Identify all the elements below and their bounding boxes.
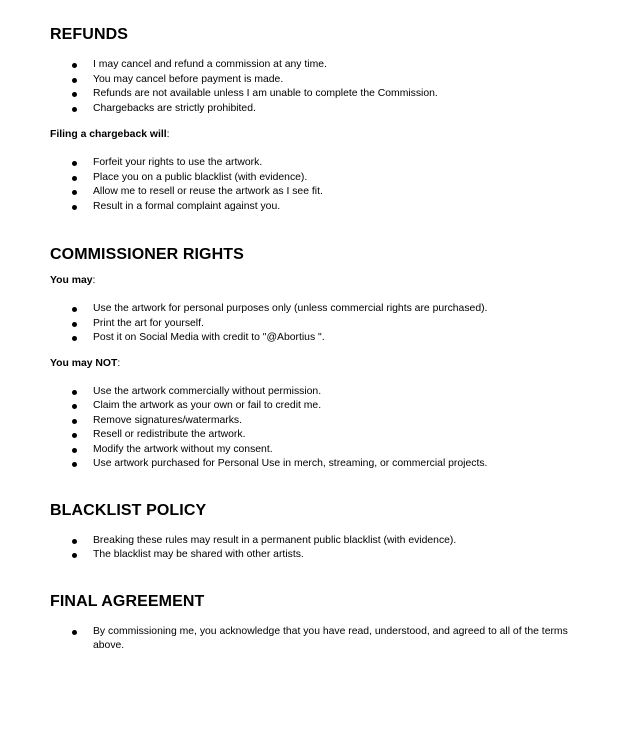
may-not-list [50, 385, 610, 472]
list-item: By commissioning me, you acknowledge that you have read, understood, and agreed to all of the terms above. [50, 625, 610, 654]
list-item: Resell or redistribute the artwork. [50, 428, 610, 443]
chargeback-label-colon: : [166, 129, 170, 140]
may-label-text: You may [50, 275, 93, 286]
list-item: You may cancel before payment is made. [50, 73, 610, 88]
list-item: Use artwork purchased for Personal Use in merch, streaming, or commercial projects. [50, 457, 610, 472]
list-item: The blacklist may be shared with other artists. [50, 548, 610, 563]
refunds-heading: REFUNDS [50, 26, 129, 43]
list-item: Forfeit your rights to use the artwork. [50, 156, 610, 171]
may-not-label-colon: : [117, 357, 121, 369]
chargeback-label [50, 128, 610, 142]
blacklist-heading: BLACKLIST POLICY [50, 501, 207, 519]
refunds-list [50, 58, 610, 116]
may-list [50, 302, 610, 346]
may-not-label-text: You may NOT [50, 357, 118, 369]
list-item: Refunds are not available unless I am unable to complete the Commission. [50, 87, 610, 102]
list-item: Claim the artwork as your own or fail to credit me. [50, 399, 610, 414]
list-item: Breaking these rules may result in a permanent public blacklist (with evidence). [50, 534, 610, 549]
chargeback-label-text: Filing a chargeback will [50, 129, 167, 140]
list-item: Remove signatures/watermarks. [50, 414, 610, 429]
may-label-colon: : [92, 275, 96, 286]
final-heading: FINAL AGREEMENT [50, 592, 205, 610]
list-item: Use the artwork for personal purposes only (unless commercial rights are purchased). [50, 302, 610, 317]
list-item: Chargebacks are strictly prohibited. [50, 102, 610, 117]
blacklist-list [50, 534, 610, 563]
list-item: Modify the artwork without my consent. [50, 443, 610, 458]
list-item: Use the artwork commercially without permission. [50, 385, 610, 400]
chargeback-list [50, 156, 610, 214]
list-item: Post it on Social Media with credit to "@Abortius ". [50, 331, 610, 346]
rights-heading: COMMISSIONER RIGHTS [50, 246, 244, 263]
list-item: Print the art for yourself. [50, 317, 610, 332]
final-list [50, 625, 610, 654]
document-page [50, 24, 610, 654]
may-label [50, 274, 610, 288]
list-item: Allow me to resell or reuse the artwork as I see fit. [50, 185, 610, 200]
list-item: Result in a formal complaint against you. [50, 200, 610, 215]
list-item: Place you on a public blacklist (with evidence). [50, 171, 610, 186]
may-not-label [50, 357, 610, 371]
list-item: I may cancel and refund a commission at any time. [50, 58, 610, 73]
